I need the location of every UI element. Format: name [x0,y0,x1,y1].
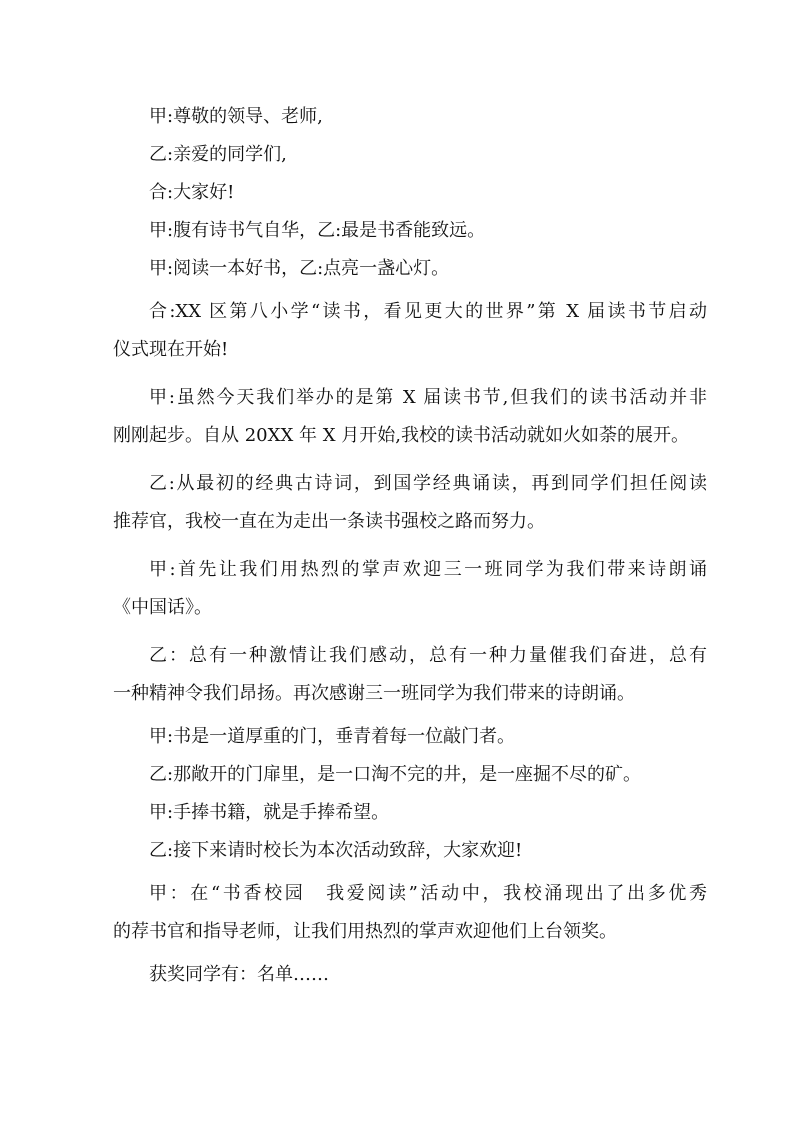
text-line: 甲:腹有诗书气自华，乙:最是书香能致远。 [149,220,486,241]
text-line: 甲:首先让我们用热烈的掌声欢迎三一班同学为我们带来诗朗诵 [149,559,707,580]
paragraph [113,546,707,632]
text-line: 乙:那敞开的门扉里，是一口淘不完的井，是一座掘不尽的矿。 [149,764,642,785]
paragraph [113,212,707,250]
text-line: 甲:书是一道厚重的门，垂青着每一位敲门者。 [149,726,516,747]
text-line: 合:大家好! [149,182,235,203]
paragraph [113,632,707,718]
paragraph [113,832,707,870]
document-page [113,98,707,994]
text-line: 刚刚起步。自从 20XX 年 X 月开始,我校的读书活动就如火如荼的展开。 [113,425,689,446]
text-line: 甲：在“书香校园 我爱阅读”活动中，我校涌现出了出多优秀 [149,883,707,904]
paragraph [113,98,707,136]
paragraph [113,250,707,288]
paragraph [113,460,707,546]
paragraph [113,794,707,832]
text-line: 的荐书官和指导老师，让我们用热烈的掌声欢迎他们上台领奖。 [113,921,617,942]
text-line: 甲:尊敬的领导、老师, [149,106,323,127]
text-line: 合:XX 区第八小学“读书，看见更大的世界”第 X 届读书节启动 [149,301,707,322]
paragraph [113,288,707,374]
text-line: 甲:手捧书籍，就是手捧希望。 [149,802,390,823]
paragraph [113,374,707,460]
paragraph [113,756,707,794]
text-line: 甲:阅读一本好书，乙:点亮一盏心灯。 [149,258,450,279]
text-line: 乙：总有一种激情让我们感动，总有一种力量催我们奋进，总有 [149,645,707,666]
paragraph [113,870,707,956]
text-line: 甲:虽然今天我们举办的是第 X 届读书节,但我们的读书活动并非 [149,387,707,408]
paragraph [113,174,707,212]
text-line: 仪式现在开始! [113,339,229,360]
paragraph [113,956,707,994]
text-line: 获奖同学有：名单…… [149,964,329,985]
text-line: 推荐官，我校一直在为走出一条读书强校之路而努力。 [113,511,545,532]
text-line: 乙:接下来请时校长为本次活动致辞，大家欢迎! [149,840,523,861]
text-line: 乙:从最初的经典古诗词，到国学经典诵读，再到同学们担任阅读 [149,473,707,494]
text-line: 《中国话》。 [113,597,212,618]
text-line: 一种精神令我们昂扬。再次感谢三一班同学为我们带来的诗朗诵。 [113,683,635,704]
paragraph [113,136,707,174]
text-line: 乙:亲爱的同学们, [149,144,287,165]
paragraph [113,718,707,756]
